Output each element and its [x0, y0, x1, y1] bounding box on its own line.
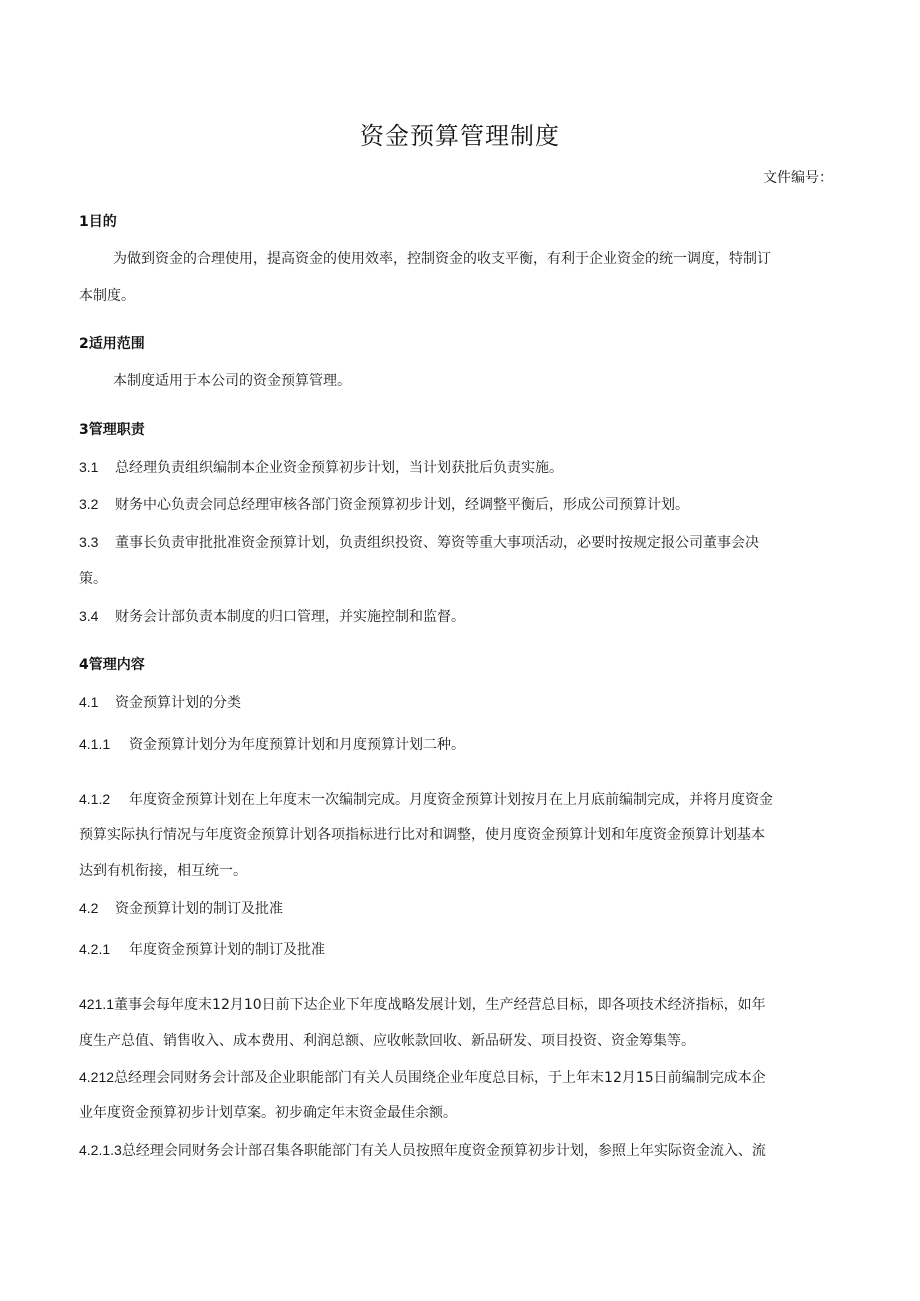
item-4-2-1-2-text-line-1: 总经理会同财务会计部及企业职能部门有关人员围绕企业年度总目标，于上年末12月15日前编制完成本企 [114, 1070, 766, 1086]
item-4-2-1-3 [79, 1141, 766, 1160]
item-4-1-1-text: 资金预算计划分为年度预算计划和月度预算计划二种。 [129, 737, 465, 753]
item-4-1-2-text-line-2: 预算实际执行情况与年度资金预算计划各项指标进行比对和调整，使月度资金预算计划和年度资金预算计划基本 [79, 827, 765, 843]
item-3-1-text: 总经理负责组织编制本企业资金预算初步计划，当计划获批后负责实施。 [115, 460, 563, 476]
section-2-heading: 2适用范围 [79, 336, 145, 352]
item-4-2-text: 资金预算计划的制订及批准 [115, 901, 283, 917]
document-title: 资金预算管理制度 [360, 122, 560, 150]
item-4-2-1-2 [79, 1068, 766, 1087]
item-3-2-text: 财务中心负责会同总经理审核各部门资金预算初步计划，经调整平衡后，形成公司预算计划。 [115, 497, 689, 513]
item-3-4-text: 财务会计部负责本制度的归口管理，并实施控制和监督。 [115, 609, 465, 625]
item-4-1-2-text-line-3: 达到有机衔接，相互统一。 [79, 863, 247, 879]
item-4-2-1-2-number: 4.212 [79, 1069, 115, 1085]
item-3-4 [79, 607, 465, 626]
item-4-1-2-text-line-1: 年度资金预算计划在上年度末一次编制完成。月度资金预算计划按月在上月底前编制完成，并将月度资金 [129, 792, 773, 808]
item-4-2-1-1-text-line-1: 董事会每年度末12月10日前下达企业下年度战略发展计划，生产经营总目标，即各项技术经济指标，如年 [114, 997, 766, 1013]
item-4-2-1-text: 年度资金预算计划的制订及批准 [129, 942, 325, 958]
item-4-2-1 [79, 940, 325, 959]
item-4-1 [79, 693, 241, 712]
item-4-1-number: 4.1 [79, 694, 99, 710]
item-3-2 [79, 495, 689, 514]
item-3-1 [79, 458, 563, 477]
item-4-2-1-1-text-line-2: 度生产总值、销售收入、成本费用、利润总额、应收帐款回收、新品研发、项目投资、资金筹集等。 [79, 1033, 695, 1049]
item-3-3-text-line-1: 董事长负责审批批准资金预算计划，负责组织投资、筹资等重大事项活动，必要时按规定报公司董事会决 [115, 535, 759, 551]
item-4-1-1-number: 4.1.1 [79, 736, 111, 752]
item-4-2-1-number: 4.2.1 [79, 941, 111, 957]
item-4-1-2 [79, 790, 773, 809]
section-1-paragraph-line-2: 本制度。 [79, 288, 135, 304]
section-3-heading: 3管理职责 [79, 422, 145, 438]
section-4-heading: 4管理内容 [79, 657, 145, 673]
item-3-3-number: 3.3 [79, 534, 99, 550]
item-4-2 [79, 899, 283, 918]
item-3-2-number: 3.2 [79, 496, 99, 512]
item-3-4-number: 3.4 [79, 608, 99, 624]
item-4-2-1-1-number: 421.1 [79, 996, 115, 1012]
item-3-1-number: 3.1 [79, 459, 99, 475]
item-4-2-number: 4.2 [79, 900, 99, 916]
item-4-2-1-2-text-line-2: 业年度资金预算初步计划草案。初步确定年末资金最佳余额。 [79, 1105, 457, 1121]
item-4-2-1-3-number: 4.2.1.3 [79, 1142, 122, 1158]
item-4-1-text: 资金预算计划的分类 [115, 695, 241, 711]
section-1-paragraph-line-1: 为做到资金的合理使用，提高资金的使用效率，控制资金的收支平衡，有利于企业资金的统一调度，特制订 [113, 251, 771, 267]
item-3-3-text-line-2: 策。 [79, 571, 107, 587]
section-1-heading: 1目的 [79, 214, 117, 230]
item-4-1-1 [79, 735, 465, 754]
section-2-paragraph: 本制度适用于本公司的资金预算管理。 [113, 373, 351, 389]
item-4-1-2-number: 4.1.2 [79, 791, 111, 807]
document-number-label: 文件编号： [763, 170, 833, 186]
item-4-2-1-1 [79, 995, 766, 1014]
item-3-3 [79, 533, 759, 552]
item-4-2-1-3-text-line-1: 总经理会同财务会计部召集各职能部门有关人员按照年度资金预算初步计划，参照上年实际资金流入、流 [121, 1143, 766, 1159]
